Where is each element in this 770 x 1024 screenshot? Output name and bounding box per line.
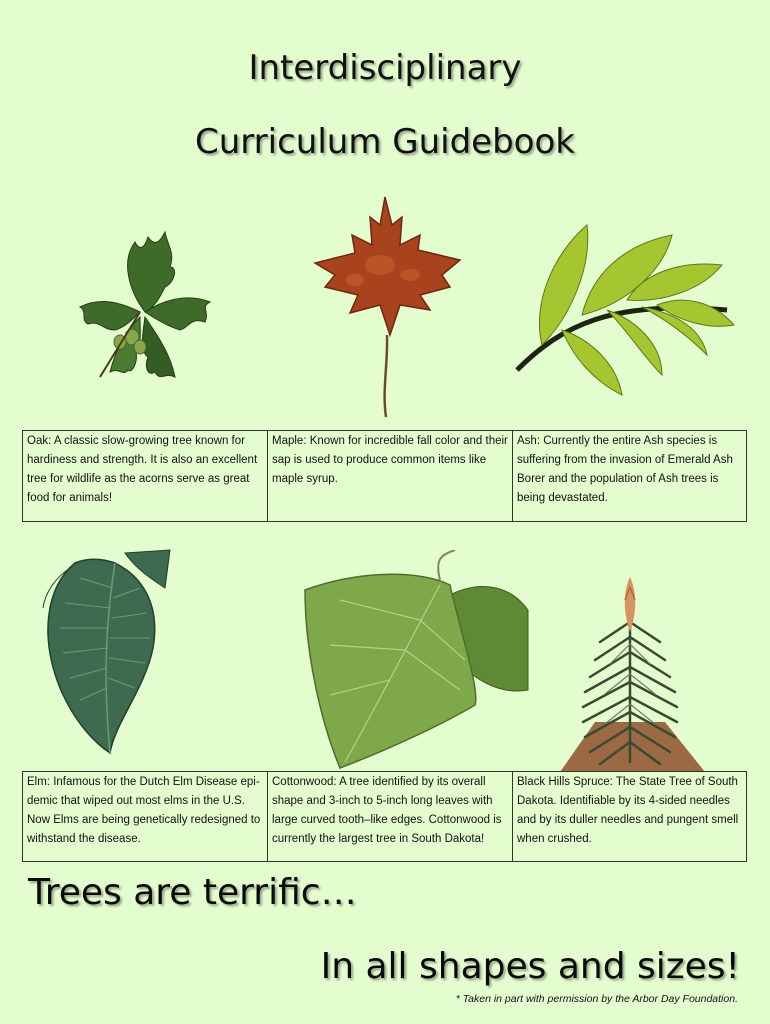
cottonwood-leaf-icon (300, 550, 530, 772)
cottonwood-description: Cottonwood: A tree identified by its overall shape and 3-inch to 5-inch long leaves with large curved tooth–like edges. Cottonwood is currently the largest tree in South Dakota! (268, 772, 513, 861)
leaf-info-row-1 (22, 430, 747, 522)
ash-description: Ash: Currently the entire Ash species is suffering from the invasion of Emerald Ash Borer and the population of Ash trees is being devastated. (517, 435, 733, 504)
spruce-branch-icon (555, 572, 705, 772)
oak-description: Oak: A classic slow-growing tree known for hardiness and strength. It is also an excellent tree for wildlife as the acorns serve as great food for animals! (23, 431, 268, 521)
maple-description: Maple: Known for incredible fall color and their sap is used to produce common items like maple syrup. (268, 431, 513, 521)
credit-note: * Taken in part with permission by the Arbor Day Foundation. (455, 993, 738, 1005)
maple-leaf-icon (310, 195, 465, 425)
elm-description: Elm: Infamous for the Dutch Elm Disease epi-demic that wiped out most elms in the U.S. Now Elms are being genetically redesigned to withstand the disease. (23, 772, 268, 861)
spruce-description: Black Hills Spruce: The State Tree of South Dakota. Identifiable by its 4-sided needles and by its duller needles and pungent smell when crushed. (517, 776, 739, 845)
leaf-info-row-2 (22, 771, 747, 862)
ash-leaf-icon (512, 205, 737, 405)
title-line-1: Interdisciplinary (248, 48, 522, 88)
slogan-line-2: In all shapes and sizes! (320, 946, 740, 987)
elm-leaf-icon (35, 548, 175, 760)
slogan-line-1: Trees are terrific… (28, 872, 357, 913)
title-line-2: Curriculum Guidebook (195, 122, 575, 162)
oak-leaf-icon (60, 212, 235, 412)
